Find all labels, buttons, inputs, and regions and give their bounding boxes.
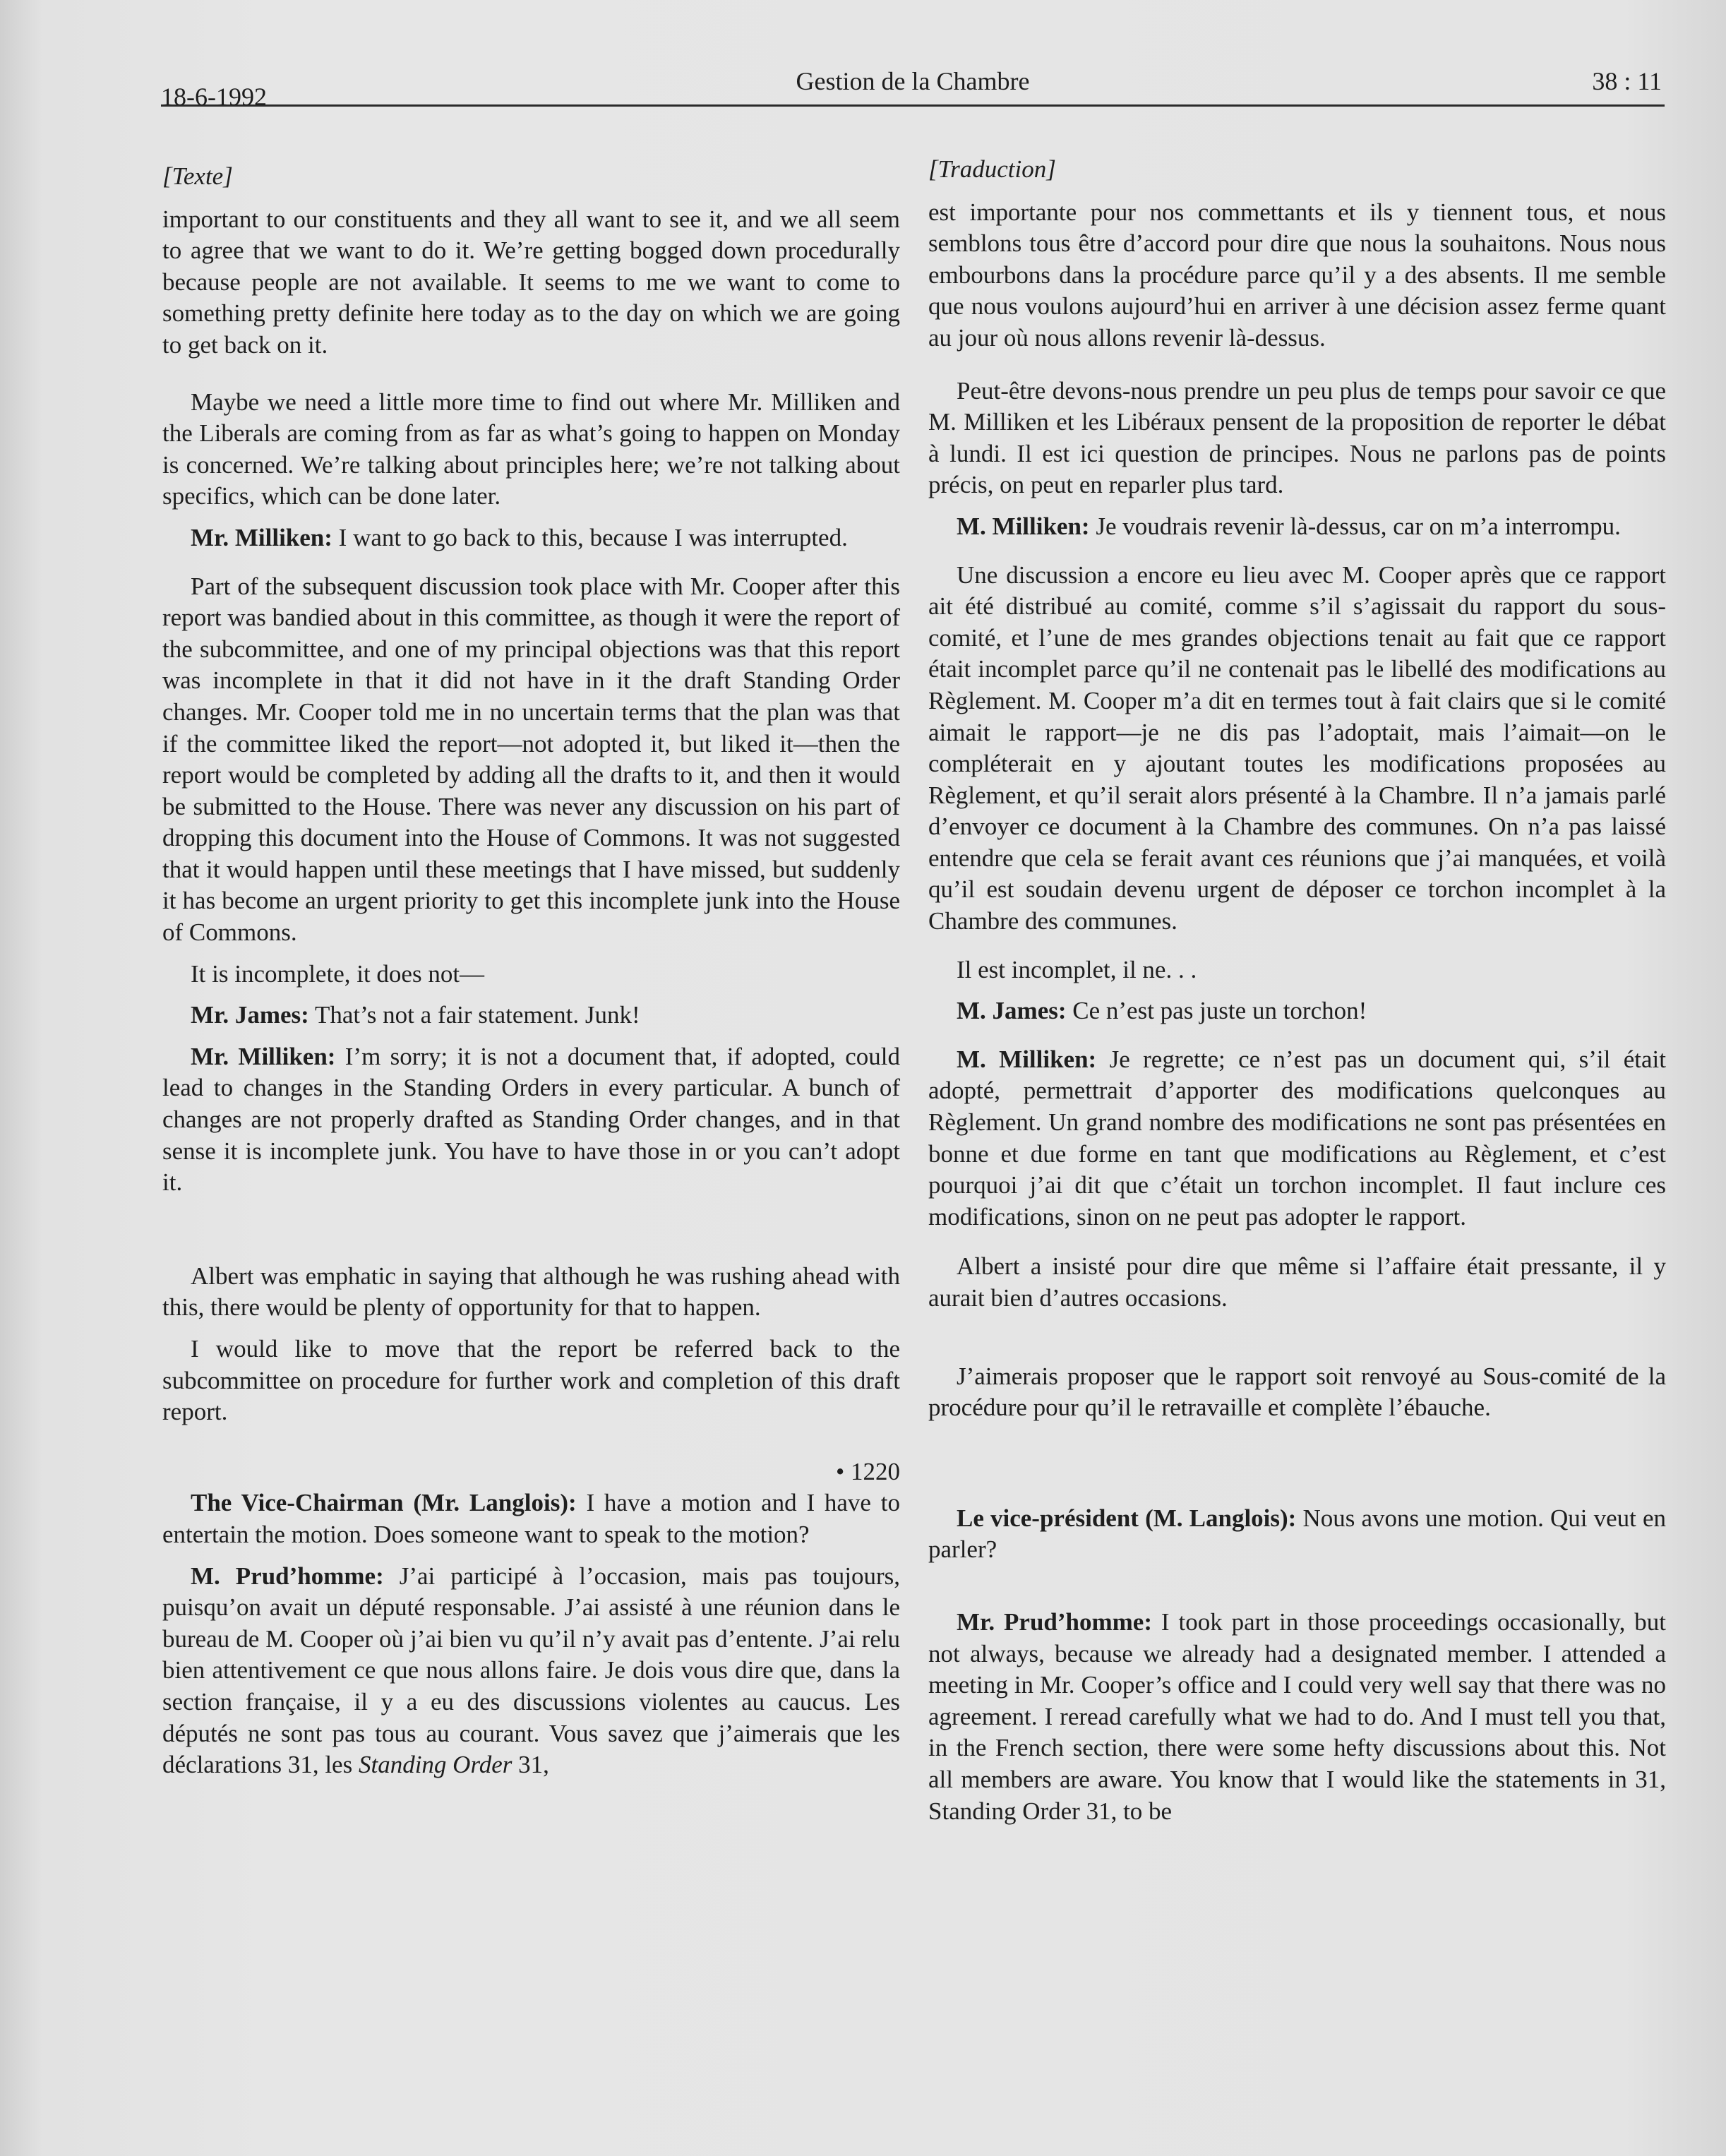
paragraph: Peut-être devons-nous prendre un peu plus de temps pour savoir ce que M. Milliken et les Libéraux pensent de la proposition de reporter le débat à lundi. Il est ici question de principes. Nous ne parlons pas de points précis, on peut en reparler plus tard. [928,376,1666,499]
paragraph [162,1041,900,1199]
speaker-name: Mr. Prud’homme: [957,1607,1152,1636]
speaker-name: Mr. Milliken: [191,523,332,551]
paragraph: It is incomplete, it does not— [191,959,485,988]
column-label: [Texte] [162,162,233,190]
paragraph: J’aimerais proposer que le rapport soit renvoyé au Sous-comité de la procédure pour qu’il le retravaille et complète l’ébauche. [928,1362,1666,1422]
paragraph [928,511,1666,543]
paragraph [162,522,900,554]
speaker-name: M. Milliken: [957,1045,1097,1073]
speech-text: I want to go back to this, because I was interrupted. [332,523,848,551]
paragraph: est importante pour nos commettants et ils y tiennent tous, et nous semblons tous être d’accord pour dire que nous la souhaitons. Nous nous embourbons dans la procédure parce qu’il y a des absents. Il me semble que nous voulons aujourd’hui en arriver à une décision assez ferme quant au jour où nous allons revenir là-dessus. [928,198,1666,352]
paragraph [928,1503,1666,1566]
speech-text: Je voudrais revenir là-dessus, car on m’a interrompu. [1089,512,1621,540]
speech-text: I took part in those proceedings occasionally, but not always, because we already had a designated member. I attended a meeting in Mr. Cooper’s office and I could very well say that there was no agreement. I reread carefully what we had to do. And I must tell you that, in the French section, there were some hefty discussions about this. Not all members are aware. You know that I would like the statements in 31, Standing Order 31, to be [928,1607,1666,1825]
paragraph: Part of the subsequent discussion took place with Mr. Cooper after this report was bandied about in this committee, as though it were the report of the subcommittee, and one of my principal objections was that this report was incomplete in that it did not have in it the draft Standing Order changes. Mr. Cooper told me in no uncertain terms that the plan was that if the committee liked the report—not adopted it, but liked it—then the report would be completed by adding all the drafts to it, and then it would be submitted to the House. There was never any discussion on his part of dropping this document into the House of Commons. It was not suggested that it would happen until these meetings that I have missed, but suddenly it has become an urgent priority to get this incomplete junk into the House of Commons. [162,572,900,947]
paragraph [928,1607,1666,1827]
paragraph: important to our constituents and they all want to see it, and we all seem to agree that we want to do it. We’re getting bogged down procedurally because people are not available. It seems to me we want to come to something pretty definite here today as to the day on which we are going to get back on it. [162,205,900,359]
header-date: 18-6-1992 [161,83,267,111]
speaker-name: M. James: [957,997,1067,1025]
header-page-number: 38 : 11 [1592,67,1662,95]
paragraph: Albert was emphatic in saying that although he was rushing ahead with this, there would be plenty of opportunity for that to happen. [162,1262,900,1322]
paragraph: Il est incomplet, il ne. . . [957,955,1197,983]
speaker-name: Le vice-président (M. Langlois): [957,1504,1297,1532]
right-column-french [928,154,1666,1827]
speech-text: That’s not a fair statement. Junk! [308,1001,640,1029]
paragraph: I would like to move that the report be referred back to the subcommittee on procedure for further work and completion of this draft report. [162,1335,900,1426]
speech-text: J’ai participé à l’occasion, mais pas toujours, puisqu’on avait un député responsable. J’ai assisté à une réunion dans le bureau de M. Cooper où j’ai bien vu qu’il n’y avait pas d’entente. J’ai relu bien attentivement ce que nous allons faire. Je dois vous dire que, dans la section française, il y a eu des discussions violentes au caucus. Les députés ne sont pas tous au courant. Vous savez que j’aimerais que les déclarations 31, les [162,1562,900,1779]
speech-text: Je regrette; ce n’est pas un document qui, s’il était adopté, permettrait d’apporter des modifications quelconques au Règlement. Un grand nombre des modifications ne sont pas présentées en bonne et due forme en tant que modifications au Règlement, et c’est pourquoi j’ai dit que c’était un torchon incomplet. Il faut inclure ces modifications, sinon on ne peut pas adopter le rapport. [928,1045,1666,1230]
speaker-name: Mr. James: [191,1001,309,1029]
page-header [161,62,1665,111]
speaker-name: M. Prud’homme: [191,1562,384,1590]
speaker-name: Mr. Milliken: [191,1042,336,1070]
speech-italic-text: Standing Order [358,1751,513,1779]
paragraph: Maybe we need a little more time to find out where Mr. Milliken and the Liberals are coming from as far as what’s going to happen on Monday is concerned. We’re talking about principles here; we’re not talking about specifics, which can be done later. [162,388,900,510]
speech-text: Ce n’est pas juste un torchon! [1066,997,1367,1025]
speech-text: Nous avons une motion. Qui veut en parler? [928,1504,1666,1564]
speech-text: I have a motion and I have to entertain the motion. Does someone want to speak to the motion? [162,1489,900,1548]
paragraph: Une discussion a encore eu lieu avec M. Cooper après que ce rapport ait été distribué au comité, comme s’il s’agissait du rapport du sous-comité, et l’une de mes grandes objections tenait au fait que ce rapport était incomplet parce qu’il ne contenait pas le libellé des modifications au Règlement. M. Cooper m’a dit en termes tout à fait clairs que si le comité aimait le rapport—je ne dis pas l’adoptait, mais l’aimait—on le compléterait en y ajoutant toutes les modifications proposées au Règlement, et qu’il serait alors présenté à la Chambre. Il n’a jamais parlé d’envoyer ce document à la Chambre des communes. On n’a pas laissé entendre que cela se ferait avant ces réunions que j’ai manquées, et voilà qu’il est soudain devenu urgent de déposer ce torchon incomplet à la Chambre des communes. [928,561,1666,935]
speech-text: I’m sorry; it is not a document that, if adopted, could lead to changes in the Standing Orders in every particular. A bunch of changes are not properly drafted as Standing Order changes, and in that sense it is incomplete junk. You have to have those in or you can’t adopt it. [162,1042,900,1197]
paragraph [162,1561,900,1781]
speaker-name: M. Milliken: [957,512,1090,540]
paragraph [162,1487,900,1550]
paragraph [928,995,1666,1027]
paragraph [162,1000,900,1031]
time-marker: • 1220 [835,1457,900,1485]
paragraph: Albert a insisté pour dire que même si l’affaire était pressante, il y aurait bien d’autres occasions. [928,1252,1666,1312]
paragraph [928,1044,1666,1233]
speech-text: 31, [512,1751,549,1779]
header-title: Gestion de la Chambre [796,67,1030,95]
left-column-english [162,161,900,1781]
speaker-name: The Vice-Chairman (Mr. Langlois): [191,1489,577,1517]
column-label: [Traduction] [928,155,1056,183]
